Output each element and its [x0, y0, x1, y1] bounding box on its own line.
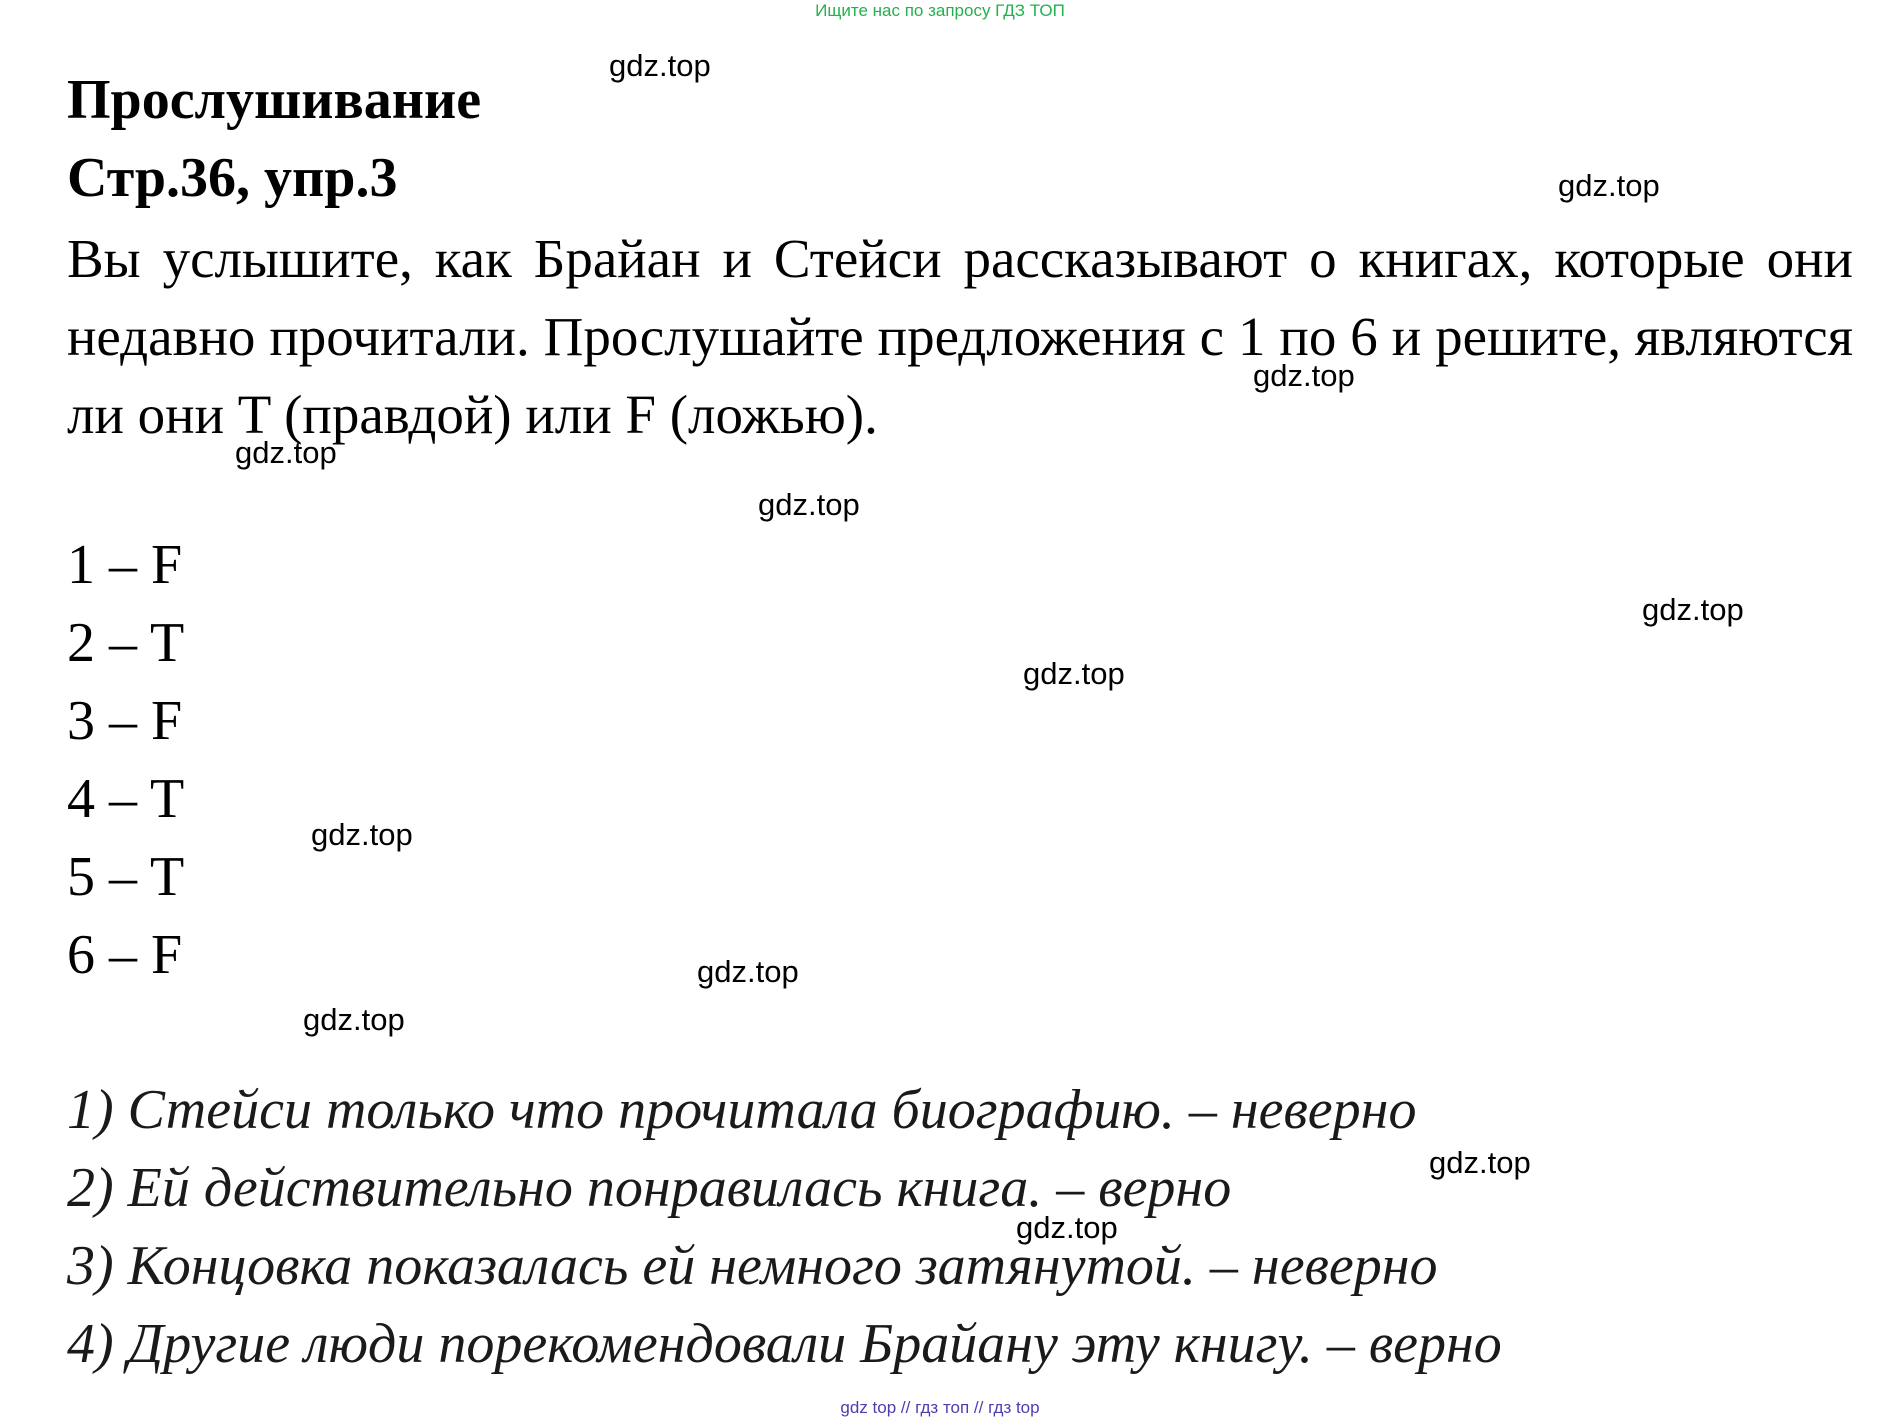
answer-item: 5 – T [67, 846, 185, 908]
watermark: gdz.top [303, 1002, 405, 1037]
answer-item: 3 – F [67, 690, 183, 752]
translations-list [67, 1071, 1502, 1383]
watermark: gdz.top [1253, 358, 1355, 393]
exercise-reference: Стр.36, упр.3 [67, 147, 398, 209]
watermark: gdz.top [697, 954, 799, 989]
answer-item: 1 – F [67, 534, 183, 596]
watermark: gdz.top [1023, 656, 1125, 691]
watermark: gdz.top [1558, 168, 1660, 203]
translation-item: 1) Стейси только что прочитала биографию. – неверно [67, 1079, 1417, 1141]
watermark: gdz.top [758, 487, 860, 522]
watermark: gdz.top [1429, 1145, 1531, 1180]
answer-item: 6 – F [67, 924, 183, 986]
instruction-text: Вы услышите, как Брайан и Стейси рассказывают о книгах, которые они недавно прочитали. Прослушайте предложения с 1 по 6 и решите, являются ли они T (правдой) или F (ложью). [67, 228, 1853, 445]
watermark: gdz.top [1016, 1210, 1118, 1245]
translation-item: 4) Другие люди порекомендовали Брайану эту книгу. – верно [67, 1313, 1502, 1375]
watermark: gdz.top [609, 48, 711, 83]
watermark: gdz.top [1642, 592, 1744, 627]
answers-list [67, 526, 184, 994]
answer-item: 4 – T [67, 768, 185, 830]
bottom-banner: gdz top // гдз топ // гдз top [840, 1398, 1040, 1417]
page-title: Прослушивание [67, 69, 482, 131]
watermark: gdz.top [235, 435, 337, 470]
top-banner: Ищите нас по запросу ГДЗ ТОП [815, 1, 1065, 20]
answer-item: 2 – T [67, 612, 185, 674]
translation-item: 2) Ей действительно понравилась книга. – верно [67, 1157, 1232, 1219]
translation-item: 3) Концовка показалась ей немного затянутой. – неверно [67, 1235, 1438, 1297]
watermark: gdz.top [311, 817, 413, 852]
